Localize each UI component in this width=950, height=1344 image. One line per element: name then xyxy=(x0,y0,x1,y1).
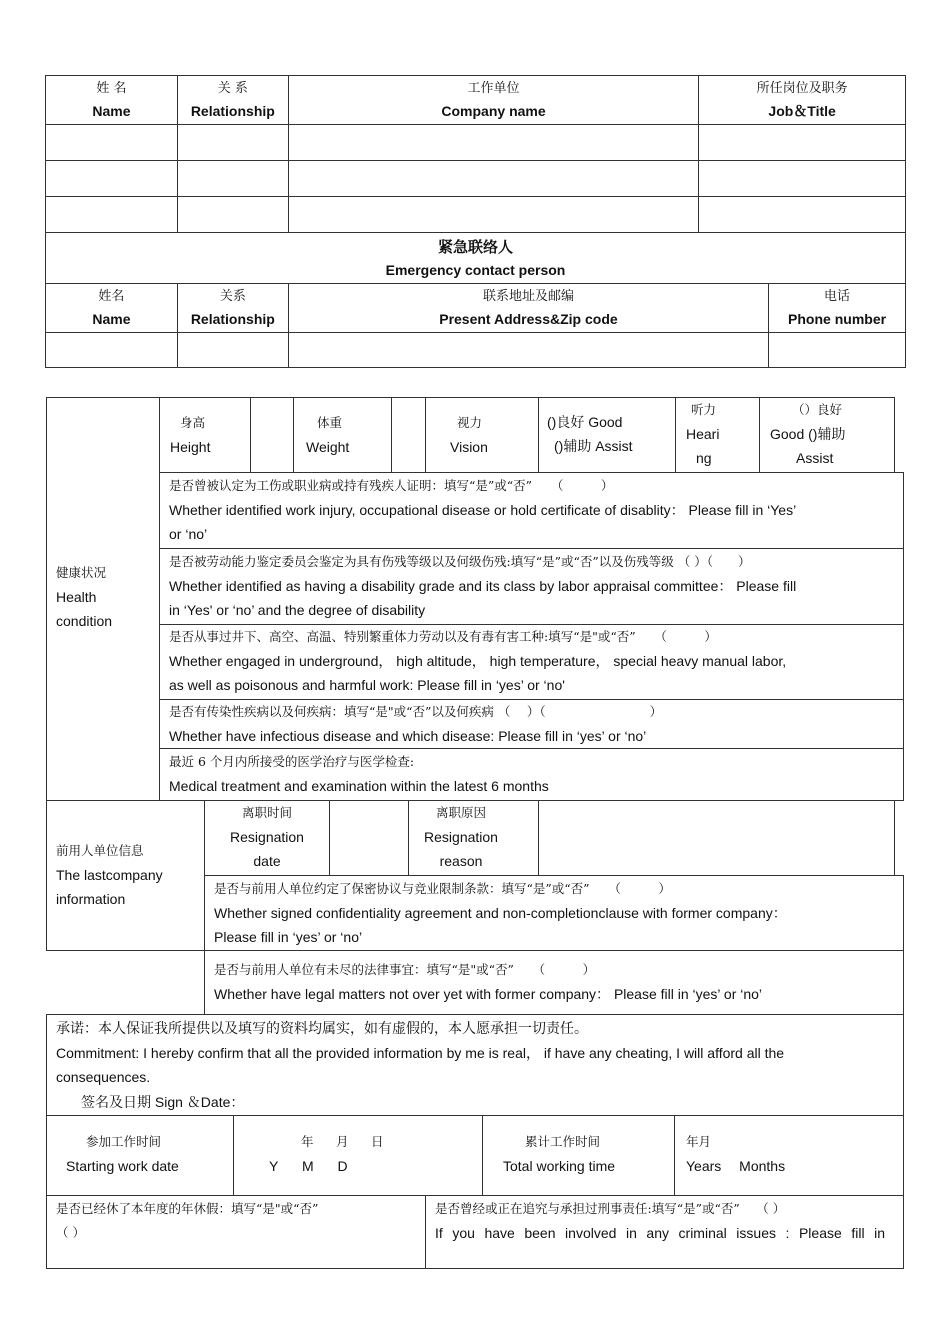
header-relationship: 关 系 Relationship xyxy=(177,76,288,125)
weight-input[interactable] xyxy=(391,397,426,473)
resign-date-input[interactable] xyxy=(329,800,409,876)
input-cell[interactable] xyxy=(46,125,178,161)
height-input[interactable] xyxy=(250,397,294,473)
input-cell[interactable] xyxy=(288,333,768,368)
header-job-title: 所任岗位及职务 Job＆Title xyxy=(699,76,906,125)
input-cell[interactable] xyxy=(177,197,288,233)
family-table xyxy=(45,75,906,368)
health-label-zh: 健康状况 xyxy=(56,565,107,580)
input-cell[interactable] xyxy=(288,197,698,233)
table-row xyxy=(46,197,906,233)
commitment-box xyxy=(46,1014,904,1116)
emergency-header-relationship: 关系 Relationship xyxy=(177,284,288,333)
emergency-header-phone: 电话 Phone number xyxy=(769,284,906,333)
health-label-en1: Health xyxy=(56,589,97,605)
start-work-date-input[interactable]: 年 月 日 Y M D xyxy=(233,1115,483,1196)
emergency-header-address: 联系地址及邮编 Present Address&Zip code xyxy=(288,284,768,333)
former-question-confidentiality[interactable]: 是否与前用人单位约定了保密协议与竞业限制条款：填写“是”或“否” （ ） Whether signed confidentiality agreement and non-completionclause with former company： Please fill in ‘yes’ or ‘no’ xyxy=(204,875,904,951)
former-label-cell: 前用人单位信息 The lastcompany information xyxy=(46,800,205,951)
table-row xyxy=(46,125,906,161)
input-cell[interactable] xyxy=(177,333,288,368)
emergency-header-name: 姓名 Name xyxy=(46,284,178,333)
health-question-injury[interactable]: 是否曾被认定为工伤或职业病或持有残疾人证明：填写“是”或“否” （ ） Whether identified work injury, occupational disease or hold certificate of disablity： Please fill in ‘Yes’ or ‘no’ xyxy=(159,472,904,549)
input-cell[interactable] xyxy=(288,161,698,197)
criminal-question[interactable]: 是否曾经或正在追究与承担过刑事责任:填写“是”或“否” （ ） If you have been involved in any criminal issues : Please fill in xyxy=(425,1195,904,1269)
health-question-disability[interactable]: 是否被劳动能力鉴定委员会鉴定为具有伤残等级以及何级伤残:填写“是”或“否”以及伤残等级 （ ）（ ） Whether identified as having a disability grade and its class by labor appraisal committee： Please fill in ‘Yes' or ‘no’ and the degree of disability xyxy=(159,548,904,625)
input-cell[interactable] xyxy=(46,333,178,368)
vision-label-cell: 视力 Vision xyxy=(425,397,539,473)
resign-date-label: 离职时间 Resignation date xyxy=(204,800,330,876)
input-cell[interactable] xyxy=(46,197,178,233)
input-cell[interactable] xyxy=(699,197,906,233)
health-question-hazardous-work[interactable]: 是否从事过井下、高空、高温、特别繁重体力劳动以及有毒有害工种:填写“是"或“否” （ ） Whether engaged in underground， high altitude， high temperature， special heavy manual labor, as well as poisonous and harmful work: Please fill in ‘yes’ or ‘no' xyxy=(159,624,904,700)
input-cell[interactable] xyxy=(769,333,906,368)
input-cell[interactable] xyxy=(177,161,288,197)
annual-leave-question[interactable]: 是否已经休了本年度的年休假：填写“是"或“否” （ ） xyxy=(46,1195,426,1269)
health-question-medical[interactable]: 最近 6 个月内所接受的医学治疗与医学检查: Medical treatment and examination within the latest 6 months xyxy=(159,748,904,801)
vision-options[interactable]: ()良好 Good ()辅助 Assist xyxy=(538,397,676,473)
start-work-label: 参加工作时间 Starting work date xyxy=(46,1115,234,1196)
emergency-title: 紧急联络人 Emergency contact person xyxy=(46,233,906,284)
height-label-cell: 身高 Height xyxy=(159,397,251,473)
health-question-infectious[interactable]: 是否有传染性疾病以及何疾病：填写“是"或“否”以及何疾病 （ ）（ ） Whether have infectious disease and which disease: Please fill in ‘yes’ or ‘no’ xyxy=(159,699,904,749)
table-row xyxy=(46,161,906,197)
commitment-en2: consequences. xyxy=(56,1069,151,1085)
input-cell[interactable] xyxy=(177,125,288,161)
header-company: 工作单位 Company name xyxy=(288,76,698,125)
hearing-options[interactable]: （）良好 Good ()辅助 Assist xyxy=(759,397,895,473)
health-label-cell xyxy=(46,397,160,801)
resign-reason-input[interactable] xyxy=(538,800,895,876)
hearing-label-cell: 听力 Heari ng xyxy=(675,397,760,473)
health-label-en2: condition xyxy=(56,613,113,629)
table-row xyxy=(46,333,906,368)
commitment-en1: Commitment: I hereby confirm that all the provided information by me is real， if have any cheating, I will afford all the xyxy=(56,1045,785,1061)
sign-date-label[interactable]: 签名及日期 Sign ＆Date： xyxy=(81,1094,245,1110)
former-question-legal[interactable]: 是否与前用人单位有未尽的法律事宜：填写“是"或“否” （ ） Whether have legal matters not over yet with former company： Please fill in ‘yes’ or ‘no’ xyxy=(204,950,904,1015)
input-cell[interactable] xyxy=(288,125,698,161)
weight-label-cell: 体重 Weight xyxy=(293,397,392,473)
commitment-zh: 承诺：本人保证我所提供以及填写的资料均属实，如有虚假的，本人愿承担一切责任。 xyxy=(56,1021,588,1037)
total-work-input[interactable]: 年月 Years Months xyxy=(674,1115,904,1196)
input-cell[interactable] xyxy=(46,161,178,197)
input-cell[interactable] xyxy=(699,161,906,197)
header-name: 姓 名 Name xyxy=(46,76,178,125)
input-cell[interactable] xyxy=(699,125,906,161)
resign-reason-label: 离职原因 Resignation reason xyxy=(408,800,539,876)
total-work-label: 累计工作时间 Total working time xyxy=(482,1115,675,1196)
